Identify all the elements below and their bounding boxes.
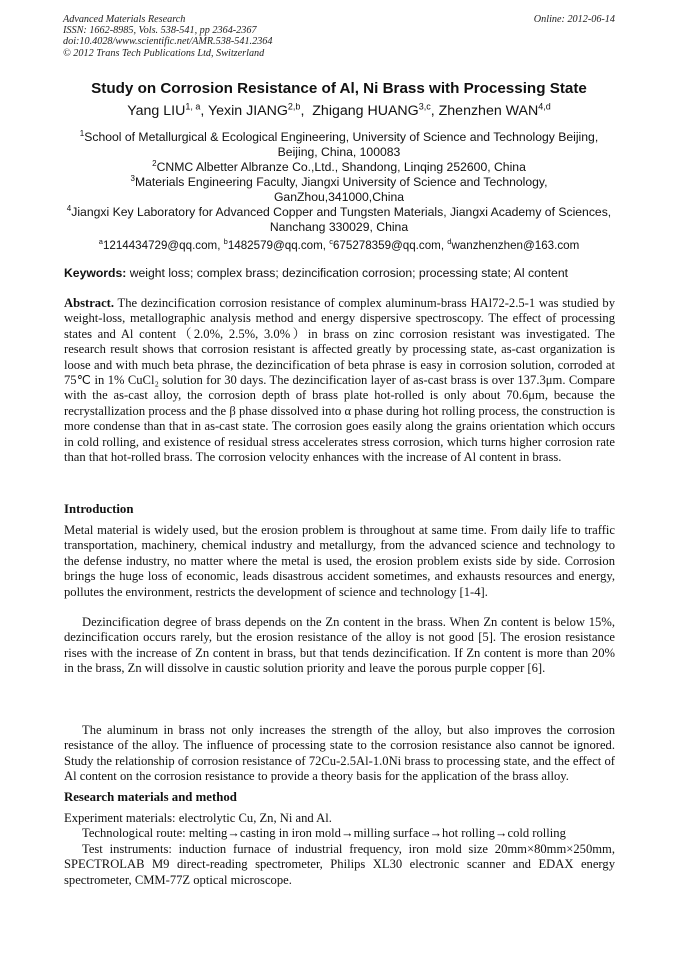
affiliation	[64, 160, 614, 175]
author-name: Yang LIU	[127, 103, 186, 119]
online-date: Online: 2012-06-14	[533, 14, 615, 25]
email-sup: a	[98, 237, 103, 247]
journal-issn: ISSN: 1662-8985, Vols. 538-541, pp 2364-2367	[63, 25, 257, 37]
email-sep: ,	[217, 239, 224, 252]
email-sup: d	[447, 237, 452, 247]
affiliation-text: CNMC Albetter Albranze Co.,Ltd., Shandong, Linqing 252600, China	[156, 160, 526, 174]
email-address: wanzhenzhen@163.com	[451, 239, 580, 252]
author-sup: 4,d	[538, 101, 551, 112]
email-address: 1214434729@qq.com	[102, 239, 218, 252]
author-list	[20, 103, 658, 119]
paragraph: Experiment materials: electrolytic Cu, Zn, Ni and Al.	[64, 811, 332, 825]
author-emails	[64, 239, 614, 252]
affiliation-text: Jiangxi Key Laboratory for Advanced Copper and Tungsten Materials, Jiangxi Academy of Sciences, Nanchang 330029, China	[71, 205, 612, 234]
journal-header	[63, 14, 272, 59]
email-address: 675278359@qq.com	[332, 239, 441, 252]
journal-copyright: © 2012 Trans Tech Publications Ltd, Switzerland	[63, 47, 265, 59]
paragraph: The aluminum in brass not only increases the strength of the alloy, but also improves the corrosion resistance of the alloy. The influence of processing state to the corrosion resistance also cannot be ignored. Study the relationship of corrosion resistance of 72Cu-2.5Al-1.0Ni brass to processing state, and the effect of Al content on the corrosion resistance to provide a theory basis for the application of the brass alloy.	[64, 723, 615, 784]
author-name: Yexin JIANG	[208, 103, 288, 119]
email-sep: ,	[440, 239, 448, 252]
paragraph: Dezincification degree of brass depends on the Zn content in the brass. When Zn content is below 15%, dezincification occurs rarely, but the erosion resistance of the alloy is not good [5]. The erosion resistance rises with the increase of Zn content in brass, but that tends dezincification. If Zn content is more than 20% in the brass, Zn will dissolve in caustic solution priority and leave the porous purple copper [6].	[64, 615, 615, 676]
affiliation-number: 2	[152, 158, 157, 168]
author-sep: ,	[300, 103, 313, 119]
abstract	[64, 296, 615, 465]
methods-body	[64, 811, 615, 888]
section-heading: Research materials and method	[64, 790, 237, 804]
keywords-label: Keywords:	[64, 266, 127, 280]
affiliation-number: 4	[66, 203, 72, 213]
abstract-label: Abstract.	[64, 296, 115, 310]
author-name: Zhigang HUANG	[312, 103, 419, 119]
keywords	[64, 266, 616, 280]
author-sup: 3,c	[418, 101, 431, 112]
author-sup: 1, a	[185, 101, 201, 112]
affiliation-text: School of Metallurgical & Ecological Engineering, University of Science and Technology Beijing, Beijing, China, 100083	[84, 130, 599, 159]
paragraph: Metal material is widely used, but the erosion problem is throughout at same time. From daily life to traffic transportation, machinery, chemical industry and metallurgy, from the advanced science and technology to the defense industry, no matter where the metal is used, the erosion problem exists side by side. Corrosion brings the huge loss of economic, leads disastrous accident sometimes, and exhausts resources and energy, pollutes the environment, restricts the development of science and technology [1-4].	[64, 523, 615, 599]
email-sup: b	[223, 237, 228, 247]
journal-name: Advanced Materials Research	[63, 14, 186, 25]
affiliation	[64, 205, 614, 235]
affiliation-number: 3	[130, 173, 135, 183]
author-sep: ,	[430, 103, 439, 119]
email-sup: c	[329, 237, 333, 247]
email-address: 1482579@qq.com	[227, 239, 323, 252]
affiliation	[64, 130, 614, 160]
affiliation	[64, 175, 614, 205]
paragraph: Technological route: melting→casting in iron mold→milling surface→hot rolling→cold rolling	[82, 826, 566, 841]
abstract-text: The dezincification corrosion resistance of complex aluminum-brass HAl72-2.5-1 was studied by weight-loss, metallographic analysis method and energy dispersive spectroscopy. The effect of processing states and Al content（2.0%, 2.5%, 3.0%）in brass on zinc corrosion resistant was investigated. The research result shows that corrosion resistant is affected greatly by processing state, as-cast organization is loose and with much beta phrase, the dezincification of beta phrase is easy in corrosion solution, corroded at 75℃ in 1% CuCl₂ solution for 30 days. The dezincification layer of as-cast brass is over 137.3μm. Compare with the as-cast alloy, the corrosion depth of brass plate hot-rolled is only about 70.6μm, because the recrystallization process and the β phase dissolved into α phase during hot rolling process, the construction is more condense than that in as-cast state. The corrosion goes easily along the grains orientation which occurs in cold rolling, and existence of residual stress accelerates stress corrosion, which turns higher corrosion rate than that hot-rolled brass. The corrosion velocity enhances with the increase of Al content in brass.	[64, 296, 615, 465]
keywords-text: weight loss; complex brass; dezincification corrosion; processing state; Al content	[126, 266, 568, 280]
section-heading: Introduction	[64, 502, 134, 516]
author-name: Zhenzhen WAN	[438, 103, 539, 119]
author-sep: ,	[200, 103, 208, 119]
author-sup: 2,b	[287, 101, 301, 112]
paper-title: Study on Corrosion Resistance of Al, Ni Brass with Processing State	[91, 80, 587, 97]
affiliation-number: 1	[79, 128, 85, 138]
email-sep: ,	[322, 239, 330, 252]
journal-doi: doi:10.4028/www.scientific.net/AMR.538-541.2364	[63, 36, 273, 48]
affiliation-text: Materials Engineering Faculty, Jiangxi University of Science and Technology, GanZhou,341000,China	[134, 175, 548, 204]
paragraph: Test instruments: induction furnace of industrial frequency, iron mold size 20mm×80mm×250mm, SPECTROLAB M9 direct-reading spectrometer, Philips XL30 electronic scanner and EDAX energy spectrometer, CMM-77Z optical microscope.	[64, 841, 615, 887]
